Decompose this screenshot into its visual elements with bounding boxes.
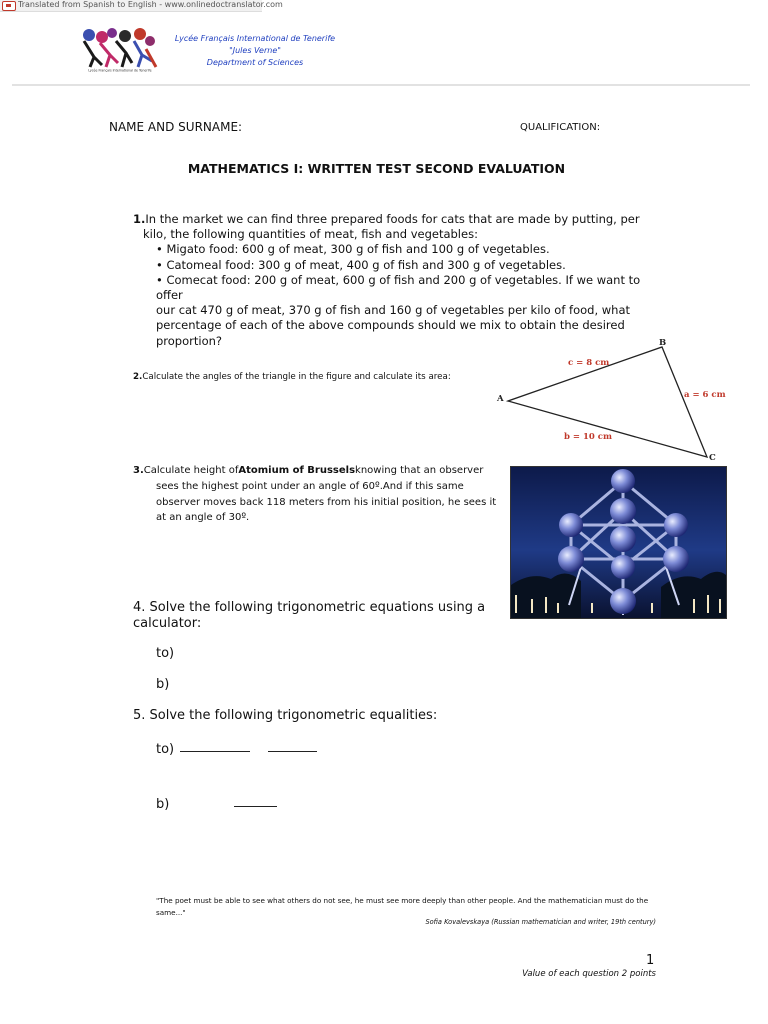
question-3: [133, 463, 505, 526]
q1-item3-line2: our cat 470 g of meat, 370 g of fish and 160 g of vegetables per kilo of food, what: [156, 303, 631, 318]
q4-line2: calculator:: [133, 615, 202, 631]
name-surname-label: NAME AND SURNAME:: [109, 120, 243, 134]
q1-item3-line3: percentage of each of the above compounds should we mix to obtain the desired: [156, 318, 625, 333]
logo-caption: Lycée Français International de Tenerife: [88, 68, 152, 73]
q5-option-a: to): [156, 742, 175, 757]
translator-icon: [2, 1, 16, 11]
test-title: MATHEMATICS I: WRITTEN TEST SECOND EVALUATION: [187, 161, 566, 176]
triangle-figure: [492, 335, 732, 465]
vertex-c-label: C: [709, 453, 716, 463]
question-2: [133, 372, 451, 382]
grading-note: Value of each question 2 points: [522, 969, 656, 979]
q1-item-migato: • Migato food: 600 g of meat, 300 g of fish and 100 g of vegetables.: [156, 242, 550, 257]
atomium-photo: [510, 466, 727, 619]
question-1: [133, 212, 668, 349]
q4-line1: 4. Solve the following trigonometric equations using a: [133, 600, 486, 615]
school-logo: [80, 27, 160, 73]
vertex-b-label: B: [659, 338, 667, 348]
q1-line1: In the market we can find three prepared foods for cats that are made by putting, per: [145, 212, 640, 226]
qualification-label: QUALIFICATION:: [520, 122, 601, 133]
q5-a-fraction-line-1: [180, 751, 250, 752]
quote-author: Sofia Kovalevskaya (Russian mathematician and writer, 19th century): [425, 918, 656, 926]
q3-atomium: Atomium of Brussels: [238, 465, 356, 476]
side-c-label: c = 8 cm: [568, 358, 610, 368]
quote-text: "The poet must be able to see what others do not see, he must see more deeply than other people. And the mathematician must do the same...": [156, 896, 649, 917]
question-5: 5. Solve the following trigonometric equalities:: [133, 708, 438, 723]
q3-line3: observer moves back 118 meters from his initial position, he sees it: [156, 496, 497, 508]
q1-line2: kilo, the following quantities of meat, fish and vegetables:: [143, 227, 478, 242]
school-name: Lycée Français International de Tenerife: [174, 34, 336, 43]
q3-text-after: knowing that an observer: [355, 465, 484, 476]
school-header: [150, 33, 360, 69]
page-number: 1: [646, 953, 655, 968]
q1-number: 1.: [133, 212, 146, 226]
q1-item-catomeal: • Catomeal food: 300 g of meat, 400 g of fish and 300 g of vegetables.: [156, 257, 566, 272]
q5-b-fraction-line: [234, 806, 277, 807]
school-subtitle: "Jules Verne": [229, 46, 281, 55]
q4-option-a: to): [156, 646, 175, 661]
q3-text-before: Calculate height of: [143, 465, 239, 476]
header-divider: [12, 84, 750, 86]
side-a-label: a = 6 cm: [684, 390, 726, 400]
vertex-a-label: A: [497, 394, 504, 404]
q1-item-comecat: • Comecat food: 200 g of meat, 600 g of fish and 200 g of vegetables. If we want to offer: [156, 272, 641, 303]
q1-item3-line4: proportion?: [156, 333, 223, 348]
department-name: Department of Sciences: [206, 58, 304, 67]
q3-line4: at an angle of 30º.: [156, 512, 250, 524]
q3-number: 3.: [133, 465, 144, 476]
q3-line2: sees the highest point under an angle of 60º.And if this same: [156, 480, 464, 492]
q5-a-fraction-line-2: [268, 751, 317, 752]
side-b-label: b = 10 cm: [564, 432, 612, 442]
question-4: [133, 600, 493, 631]
q4-option-b: b): [156, 677, 170, 692]
q2-number: 2.: [133, 372, 143, 382]
q5-option-b: b): [156, 797, 170, 812]
q2-text: Calculate the angles of the triangle in the figure and calculate its area:: [142, 372, 451, 382]
translator-banner: [0, 0, 283, 12]
translator-banner-text: Translated from Spanish to English - www.onlinedoctranslator.com: [18, 0, 283, 9]
